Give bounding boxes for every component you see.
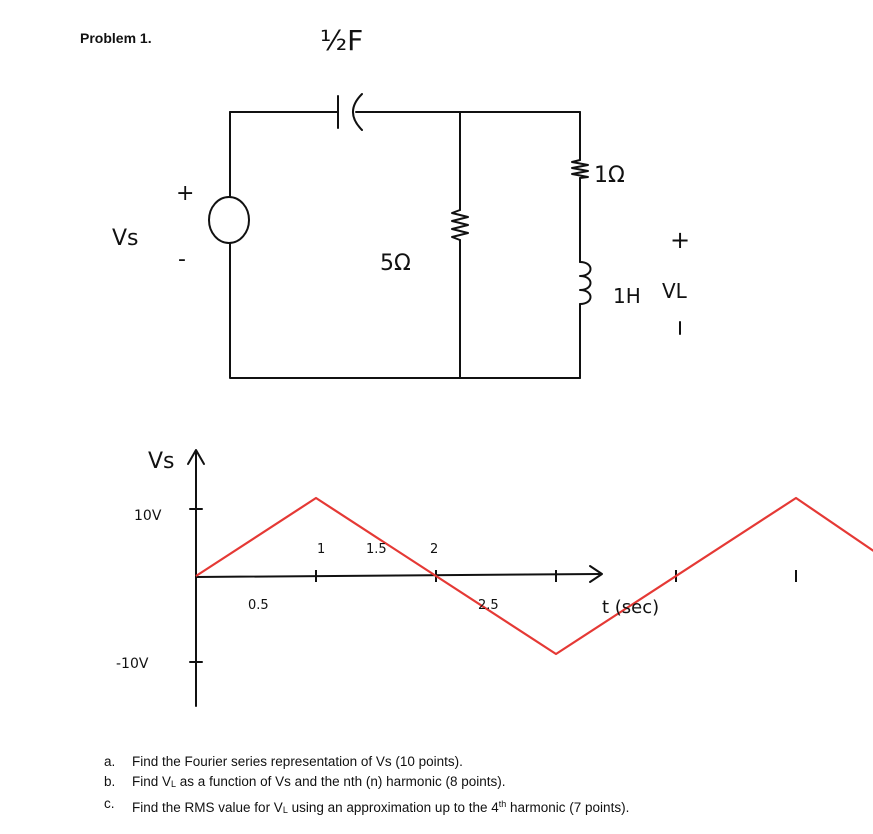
question-c-post: harmonic (7 points).: [506, 800, 630, 815]
question-c-mid: using an approximation up to the 4: [287, 800, 499, 815]
y-tick-label-top: 10V: [134, 508, 162, 524]
problem-title: Problem 1.: [80, 30, 152, 46]
question-c-subscript: L: [282, 805, 288, 815]
x-tick-label-2: 2: [430, 542, 439, 557]
question-b-letter: b.: [104, 774, 116, 789]
question-list: [104, 752, 629, 820]
x-axis: [196, 574, 600, 577]
voltage-source-symbol: [209, 197, 249, 243]
question-a-letter: a.: [104, 754, 116, 769]
waveform-axes: [188, 450, 602, 706]
x-tick-label-2-5: 2.5: [478, 598, 499, 613]
question-b: [104, 772, 629, 794]
x-tick-label-0-5: 0.5: [248, 598, 269, 613]
inductor-symbol: [580, 262, 591, 304]
question-a: [104, 752, 629, 772]
resistor-5-label: 5Ω: [380, 251, 411, 276]
x-tick-label-1-5: 1.5: [366, 542, 387, 557]
circuit-wires: [230, 112, 580, 378]
vl-label: VL: [662, 279, 687, 303]
x-tick-label-1: 1: [317, 542, 326, 557]
question-c-letter: c.: [104, 796, 115, 811]
question-a-text: Find the Fourier series representation of Vs (10 points).: [132, 754, 463, 769]
source-plus-sign: +: [176, 181, 195, 206]
y-axis-label: Vs: [148, 449, 175, 474]
question-b-post: as a function of Vs and the nth (n) harmonic (8 points).: [176, 774, 506, 789]
source-minus-sign: -: [178, 247, 186, 272]
source-label: Vs: [112, 226, 139, 251]
question-c: [104, 794, 629, 820]
inductor-label: 1H: [613, 284, 641, 308]
resistor-1-label: 1Ω: [594, 163, 625, 188]
question-c-pre: Find the RMS value for V: [132, 800, 283, 815]
vl-plus-sign: +: [670, 226, 691, 254]
resistor-1-symbol: [572, 160, 588, 178]
y-tick-label-bottom: -10V: [116, 656, 149, 672]
capacitor-label: ½F: [320, 24, 364, 57]
question-b-pre: Find V: [132, 774, 172, 789]
resistor-5-symbol: [452, 210, 468, 240]
x-axis-label: t (sec): [602, 597, 660, 618]
question-b-subscript: L: [171, 779, 177, 789]
question-c-superscript: th: [498, 799, 507, 809]
